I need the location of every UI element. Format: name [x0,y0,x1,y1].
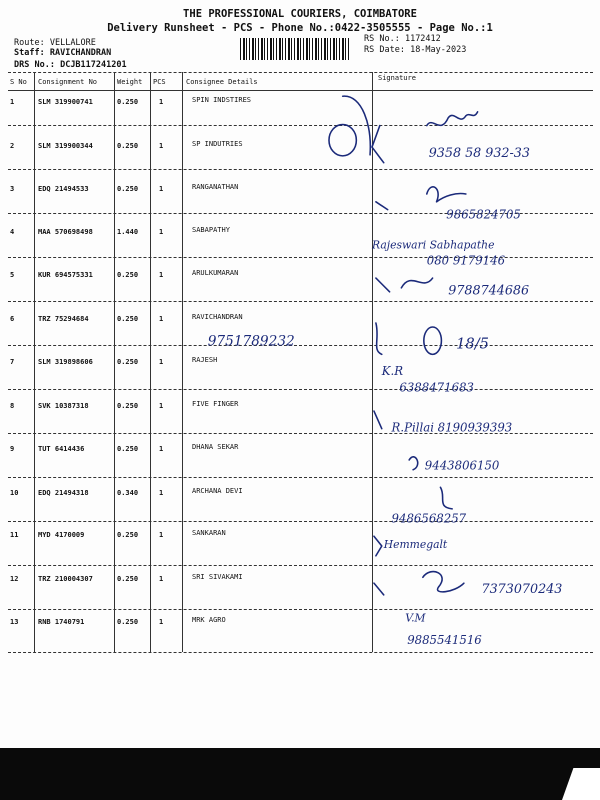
row-consignee: SABAPATHY [192,226,230,234]
ink-stroke [372,126,384,163]
drs-value: DCJB117241201 [60,60,127,70]
row-consignment-no: SVK 10387318 [38,402,89,410]
row-sno: 9 [10,445,15,453]
handwritten-text: Rajeswari Sabhapathe [372,238,495,252]
row-consignment-no: SLM 319898606 [38,358,93,366]
staff-line [14,48,111,58]
row-pcs: 1 [159,228,164,236]
ink-circle [329,125,356,156]
ink-stroke [376,323,382,354]
handwritten-text: V.M [405,611,426,625]
row-sno: 13 [10,618,19,626]
row-pcs: 1 [159,98,164,106]
handwritten-text: 6388471683 [399,380,474,395]
rs-date-label: RS Date: [364,45,405,55]
handwritten-text: R.Pillai 8190939393 [391,420,513,435]
row-sno: 5 [10,271,15,279]
staff-value: RAVICHANDRAN [49,48,112,58]
row-pcs: 1 [159,358,164,366]
row-weight: 0.250 [117,618,139,626]
row-sno: 11 [10,531,19,539]
col-header-weight: Weight [117,78,143,86]
row-consignment-no: SLM 319900344 [38,142,93,150]
row-consignment-no: EDQ 21494318 [38,489,89,497]
row-consignee: FIVE FINGER [192,400,239,408]
ink-stroke [376,278,390,292]
row-consignee: RANGANATHAN [192,183,239,191]
row-pcs: 1 [159,185,164,193]
ink-stroke [427,187,466,202]
handwritten-text: 080 9179146 [426,253,506,268]
row-pcs: 1 [159,531,164,539]
row-pcs: 1 [159,618,164,626]
row-sno: 8 [10,402,15,410]
row-sno: 6 [10,315,15,323]
rs-date-line [364,45,466,55]
staff-label: Staff: [14,48,45,58]
handwritten-text: 9358 58 932-33 [428,144,530,160]
row-consignee: SRI SIVAKAMI [192,573,243,581]
row-sno: 1 [10,98,15,106]
row-weight: 0.250 [117,575,139,583]
row-pcs: 1 [159,402,164,410]
row-sno: 10 [10,489,19,497]
row-pcs: 1 [159,489,164,497]
handwritten-text: 7373070243 [481,580,563,596]
row-pcs: 1 [159,271,164,279]
row-consignment-no: SLM 319900741 [38,98,93,106]
col-header-consignee: Consignee Details [186,78,258,86]
row-weight: 0.340 [117,489,139,497]
handwritten-text: 9865824705 [446,207,521,222]
ink-stroke [374,583,384,595]
col-header-signature: Signature [378,74,416,82]
row-consignee: DHANA SEKAR [192,443,239,451]
ink-stroke [374,536,382,556]
row-weight: 0.250 [117,445,139,453]
row-weight: 0.250 [117,531,139,539]
row-pcs: 1 [159,445,164,453]
barcode [240,38,350,60]
row-consignment-no: RNB 1740791 [38,618,85,626]
handwritten-text: 9885541516 [407,632,482,647]
row-consignment-no: MYD 4170009 [38,531,85,539]
ink-stroke [376,202,388,210]
rs-no-label: RS No.: [364,34,400,44]
route-line [14,38,96,48]
route-label: Route: [14,38,45,48]
col-header-pcs: PCS [153,78,166,86]
row-consignee: MRK AGRO [192,616,226,624]
row-weight: 0.250 [117,358,139,366]
row-consignment-no: KUR 694575331 [38,271,93,279]
row-consignee: SANKARAN [192,529,226,537]
col-header-consignment: Consignment No [38,78,98,86]
ink-stroke [401,278,432,288]
row-sno: 12 [10,575,19,583]
row-pcs: 1 [159,142,164,150]
row-pcs: 1 [159,575,164,583]
row-weight: 0.250 [117,142,139,150]
route-value: VELLALORE [49,38,96,48]
ink-stroke [423,572,464,592]
row-pcs: 1 [159,315,164,323]
row-consignee: RAVICHANDRAN [192,313,243,321]
row-sno: 3 [10,185,15,193]
row-consignment-no: TUT 6414436 [38,445,85,453]
runsheet-subtitle: Delivery Runsheet - PCS - Phone No.:0422-3505555 - Page No.:1 [107,22,493,34]
row-sno: 2 [10,142,15,150]
row-consignment-no: EDQ 21494533 [38,185,89,193]
row-sno: 7 [10,358,15,366]
handwritten-text: 9751789232 [207,333,295,350]
ink-stroke [409,457,418,470]
row-weight: 0.250 [117,98,139,106]
row-consignment-no: MAA 570698498 [38,228,93,236]
col-header-sno: S No [10,78,27,86]
drs-line [14,60,127,70]
handwritten-text: 18/5 [456,335,490,353]
handwritten-text: 9443806150 [424,458,500,473]
row-consignment-no: TRZ 210004307 [38,575,93,583]
rs-no-value: 1172412 [404,34,441,44]
row-weight: 0.250 [117,402,139,410]
company-title: THE PROFESSIONAL COURIERS, COIMBATORE [183,8,417,20]
row-weight: 0.250 [117,271,139,279]
row-consignee: ARULKUMARAN [192,269,239,277]
row-weight: 1.440 [117,228,139,236]
row-weight: 0.250 [117,185,139,193]
rs-no-line [364,34,441,44]
ink-stroke [440,487,452,509]
rs-date-value: 18-May-2023 [410,45,467,55]
handwritten-text: 9788744686 [448,282,530,298]
row-consignee: SPIN INDSTIRES [192,96,252,104]
ink-stroke [427,112,478,126]
row-weight: 0.250 [117,315,139,323]
row-consignment-no: TRZ 75294684 [38,315,89,323]
ink-stroke [374,411,382,429]
handwritten-text: 9486568257 [391,511,467,526]
header-top-rule [8,72,593,73]
handwritten-text: Hemmegalt [383,537,448,551]
row-consignee: SP INDUTRIES [192,140,243,148]
handwritten-text: K.R [381,363,404,378]
scan-edge-shadow [0,748,600,800]
ink-circle [424,327,442,354]
row-consignee: ARCHANA DEVI [192,487,243,495]
drs-label: DRS No.: [14,60,55,70]
row-sno: 4 [10,228,15,236]
row-consignee: RAJESH [192,356,218,364]
